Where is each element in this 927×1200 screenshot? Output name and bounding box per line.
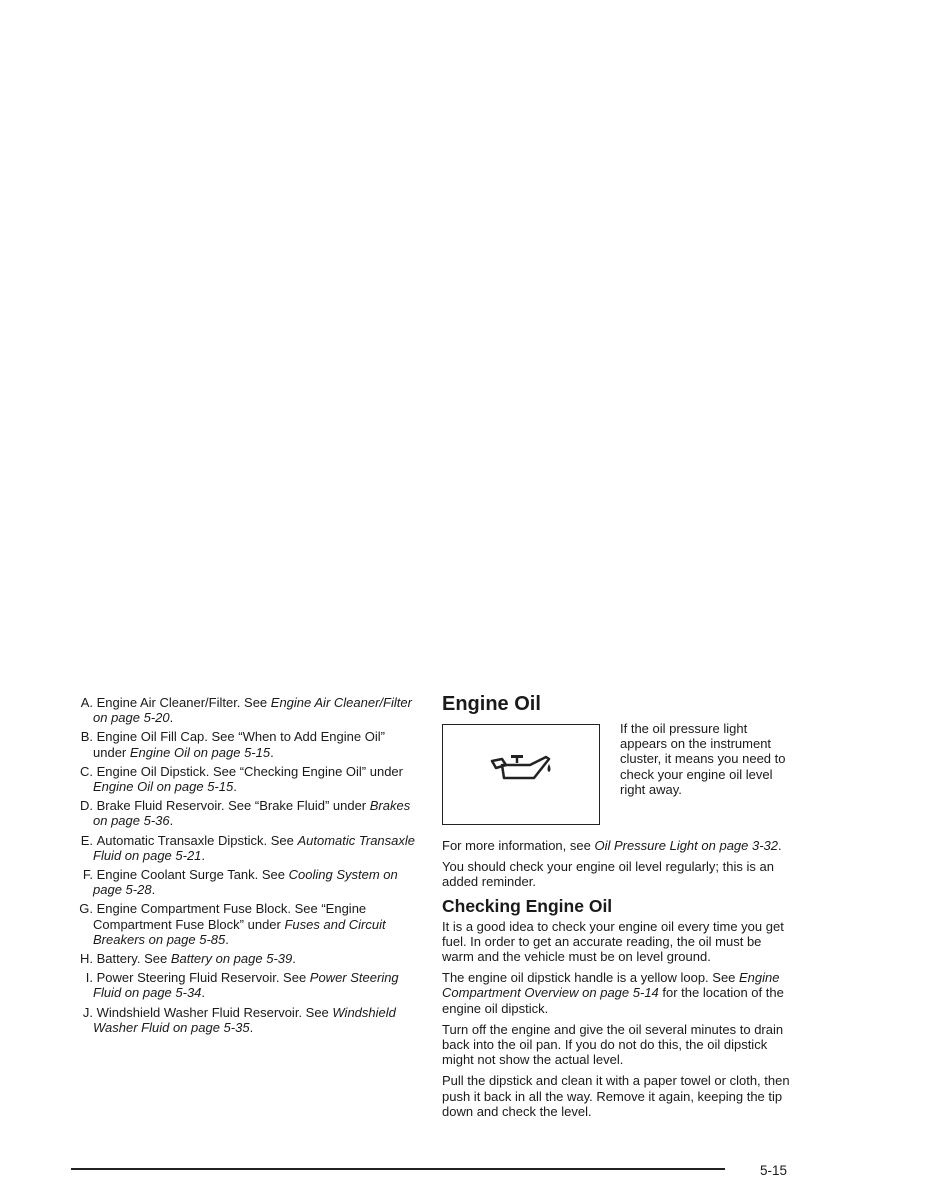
oil-pressure-figure (442, 721, 792, 825)
item-text (93, 833, 420, 863)
item-description: Engine Oil Fill Cap. See “When to Add Engine Oil” under (93, 729, 385, 760)
reminder-paragraph: You should check your engine oil level regularly; this is an added reminder. (442, 859, 774, 890)
page-reference: Windshield Washer Fluid on page 5-35 (93, 1004, 396, 1035)
list-item (68, 833, 420, 863)
list-item (68, 695, 420, 725)
item-tail: . (292, 951, 296, 967)
subsection-heading: Checking Engine Oil (442, 895, 613, 916)
page-reference: Oil Pressure Light on page 3-32 (594, 838, 779, 853)
page-reference: Automatic Transaxle Fluid on page 5-21 (93, 832, 416, 863)
page-reference: Engine Oil on page 5-15 (129, 744, 271, 760)
item-tail: . (249, 1019, 254, 1035)
item-tail: . (169, 813, 174, 829)
item-text (93, 764, 420, 794)
item-description: Engine Oil Dipstick. See “Checking Engine Oil” under (96, 763, 403, 779)
page-reference: Fuses and Circuit Breakers on page 5-85 (93, 916, 386, 947)
list-item (68, 970, 420, 1000)
list-item (68, 951, 420, 966)
item-description: Automatic Transaxle Dipstick. See (96, 832, 298, 848)
paragraph-text: For more information, see (442, 838, 595, 853)
list-item (68, 764, 420, 794)
item-letter: C. (80, 763, 93, 779)
section-heading: Engine Oil (442, 693, 541, 715)
item-description: Brake Fluid Reservoir. See “Brake Fluid” under (96, 798, 370, 814)
checking-paragraph-2 (442, 970, 792, 1016)
item-tail: . (225, 931, 229, 947)
list-item (68, 901, 420, 947)
footer-rule (71, 1168, 725, 1170)
item-text (93, 1005, 420, 1035)
figure-frame (442, 724, 600, 825)
list-item (68, 867, 420, 897)
item-description: Battery. See (96, 951, 171, 967)
list-item (68, 1005, 420, 1035)
more-info-paragraph (442, 838, 792, 853)
page-reference: Engine Compartment Overview on page 5-14 (442, 970, 780, 1001)
item-description: Power Steering Fluid Reservoir. See (96, 970, 310, 986)
page-reference: Engine Air Cleaner/Filter on page 5-20 (93, 695, 412, 726)
checking-paragraph-3: Turn off the engine and give the oil several minutes to drain back into the oil pan. If you do not do this, the oil dipstick might not show the actual level. (442, 1021, 784, 1068)
paragraph-tail: . (778, 838, 782, 853)
list-item (68, 729, 420, 759)
page-reference: Cooling System on page 5-28 (93, 867, 398, 898)
page-reference: Engine Oil on page 5-15 (93, 779, 234, 795)
item-letter: B. (80, 729, 93, 745)
component-list (68, 695, 420, 1039)
item-text (93, 798, 420, 828)
engine-oil-section (442, 692, 792, 1125)
page-reference: Brakes on page 5-36 (93, 798, 411, 829)
item-tail: . (201, 985, 206, 1001)
item-text (93, 970, 420, 1000)
item-tail: . (201, 847, 206, 863)
item-letter: D. (80, 798, 93, 814)
item-letter: J. (82, 1004, 93, 1020)
item-text (93, 867, 420, 897)
list-item (68, 798, 420, 828)
item-letter: H. (80, 951, 93, 967)
item-text (93, 695, 420, 725)
checking-paragraph-4: Pull the dipstick and clean it with a paper towel or cloth, then push it back in all the way. Remove it again, keeping the tip down and check the level. (442, 1073, 790, 1119)
figure-caption: If the oil pressure light appears on the instrument cluster, it means you need to check your engine oil level right away. (620, 721, 786, 797)
item-description: Engine Air Cleaner/Filter. See (96, 695, 271, 710)
oil-can-icon (490, 753, 552, 796)
item-tail: . (233, 779, 237, 795)
page-reference: Power Steering Fluid on page 5-34 (93, 970, 399, 1001)
item-tail: . (169, 710, 174, 726)
page-number: 5-15 (760, 1163, 788, 1178)
item-letter: F. (82, 867, 93, 883)
page-reference: Battery on page 5-39 (170, 951, 293, 967)
item-text (93, 951, 420, 966)
item-letter: I. (85, 970, 93, 986)
item-text (93, 901, 420, 947)
item-text (93, 729, 420, 759)
item-description: Engine Compartment Fuse Block. See “Engine Compartment Fuse Block” under (93, 901, 367, 932)
item-tail: . (151, 882, 156, 898)
item-description: Engine Coolant Surge Tank. See (96, 867, 289, 883)
paragraph-tail: for the location of the engine oil dipstick. (442, 985, 784, 1016)
item-description: Windshield Washer Fluid Reservoir. See (96, 1004, 333, 1020)
item-tail: . (270, 744, 274, 760)
checking-paragraph-1: It is a good idea to check your engine oil every time you get fuel. In order to get an accurate reading, the oil must be warm and the vehicle must be on level ground. (442, 918, 784, 965)
paragraph-text: The engine oil dipstick handle is a yellow loop. See (442, 970, 740, 986)
item-letter: A. (80, 695, 93, 710)
item-letter: G. (79, 901, 93, 917)
item-letter: E. (80, 832, 93, 848)
